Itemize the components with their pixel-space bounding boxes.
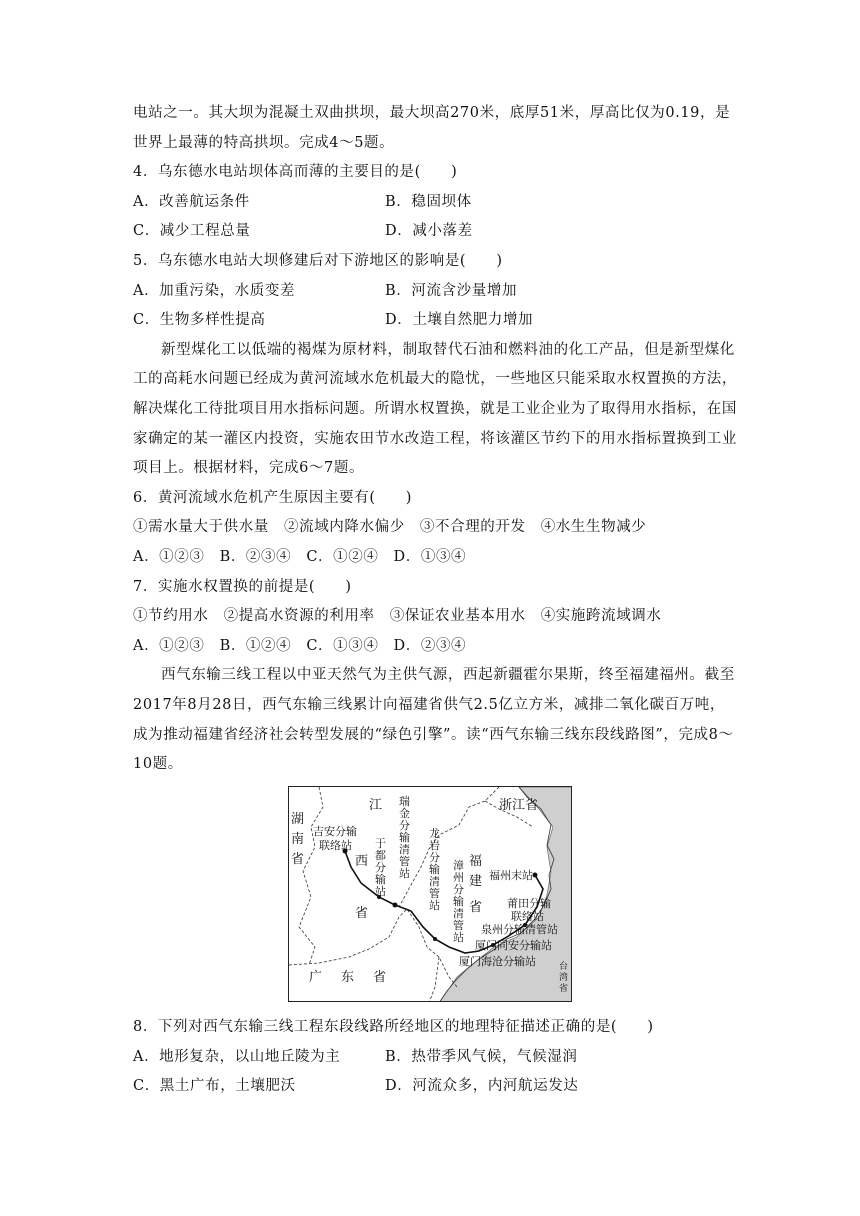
vertical-label-char: 站 <box>399 867 410 880</box>
vertical-label-char: 输 <box>375 873 386 886</box>
vertical-label-char: 于 <box>375 837 386 850</box>
question-7-statements: ①节约用水 ②提高水资源的利用率 ③保证农业基本用水 ④实施跨流域调水 <box>133 608 662 624</box>
label-zhangzhou-station <box>453 858 464 944</box>
label-putian-station-1: 莆田分输 <box>507 897 551 910</box>
option-4b: B．稳固坝体 <box>385 194 472 210</box>
vertical-label-char: 清 <box>429 875 440 888</box>
svg-text:江: 江 <box>369 798 383 813</box>
option-8b: B．热带季风气候，气候湿润 <box>385 1049 578 1065</box>
option-5c: C．生物多样性提高 <box>133 312 266 328</box>
label-xiamen-tongan: 厦门同安分输站 <box>475 939 552 952</box>
option-8a: A．地形复杂，以山地丘陵为主 <box>133 1049 341 1065</box>
vertical-label-char: 站 <box>429 899 440 912</box>
svg-text:省: 省 <box>373 970 387 985</box>
label-putian-station-2: 联络站 <box>511 910 544 923</box>
question-6: 6．黄河流域水危机产生原因主要有( ) <box>133 490 413 506</box>
svg-text:南: 南 <box>291 832 305 847</box>
vertical-label-char: 分 <box>399 819 410 832</box>
label-guangdong <box>309 969 386 985</box>
vertical-label-char: 都 <box>375 849 386 862</box>
station-dot <box>433 937 437 941</box>
vertical-label-char: 输 <box>429 863 440 876</box>
text-line: 西气东输三线工程以中亚天然气为主供气源，西起新疆霍尔果斯，终至福建福州。截至 <box>161 667 735 683</box>
question-8: 8．下列对西气东输三线工程东段线路所经地区的地理特征描述正确的是( ) <box>133 1019 654 1035</box>
svg-text:建: 建 <box>469 874 483 889</box>
text-line: 新型煤化工以低端的褐煤为原材料，制取替代石油和燃料油的化工产品，但是新型煤化 <box>161 342 735 358</box>
question-7-answers: A．①②③ B．①②④ C．①③④ D．②③④ <box>133 638 467 654</box>
vertical-label-char: 漳 <box>453 859 464 872</box>
option-8c: C．黑土广布，土壤肥沃 <box>133 1078 296 1094</box>
svg-text:省: 省 <box>559 984 569 994</box>
text-line: 项目上。根据材料，完成6～7题。 <box>133 460 365 476</box>
label-zhejiang: 浙江省 <box>499 798 539 813</box>
question-6-answers: A．①②③ B．②③④ C．①②④ D．①③④ <box>133 549 467 565</box>
label-jian-station-1: 吉安分输 <box>313 825 357 838</box>
text-line: 2017年8月28日，西气东输三线累计向福建省供气2.5亿立方米，减排二氧化碳百万吨， <box>133 697 725 713</box>
vertical-label-char: 清 <box>399 843 410 856</box>
text-line: 成为推动福建省经济社会转型发展的“绿色引擎”。读“西气东输三线东段线路图”，完成8～ <box>133 727 734 743</box>
text-line: 工的高耗水问题已经成为黄河流域水危机最大的隐忧，一些地区只能采取水权置换的方法， <box>133 371 737 387</box>
text-line: 解决煤化工待批项目用水指标问题。所谓水权置换，就是工业企业为了取得用水指标，在国 <box>133 401 737 417</box>
question-7: 7．实施水权置换的前提是( ) <box>133 579 352 595</box>
svg-text:台: 台 <box>559 962 569 972</box>
label-yudu-station <box>375 837 386 898</box>
svg-text:福: 福 <box>469 854 483 869</box>
vertical-label-char: 分 <box>375 861 386 874</box>
boundary-jiangxi-fujian <box>399 787 499 907</box>
station-dot <box>393 903 398 908</box>
svg-text:东: 东 <box>341 970 355 985</box>
svg-text:湾: 湾 <box>559 973 569 983</box>
svg-text:湖: 湖 <box>291 812 305 827</box>
question-6-statements: ①需水量大于供水量 ②流域内降水偏少 ③不合理的开发 ④水生生物减少 <box>133 519 647 535</box>
question-4: 4．乌东德水电站坝体高而薄的主要目的是( ) <box>133 164 458 180</box>
label-fuzhou-station: 福州末站 <box>489 869 533 882</box>
question-5: 5．乌东德水电站大坝修建后对下游地区的影响是( ) <box>133 253 503 269</box>
svg-text:省: 省 <box>469 900 483 915</box>
text-line: 10题。 <box>133 756 183 772</box>
vertical-label-char: 瑞 <box>399 795 410 808</box>
text-line: 世界上最薄的特高拱坝。完成4～5题。 <box>133 135 395 151</box>
vertical-label-char: 分 <box>453 883 464 896</box>
label-fujian <box>469 854 482 915</box>
vertical-label-char: 州 <box>453 871 464 884</box>
svg-text:广: 广 <box>309 970 323 985</box>
option-4c: C．减少工程总量 <box>133 223 251 239</box>
vertical-label-char: 清 <box>453 907 464 920</box>
pipeline-map <box>288 786 572 1002</box>
text-line: 电站之一。其大坝为混凝土双曲拱坝，最大坝高270米，底厚51米，厚高比仅为0.19，是 <box>133 105 731 121</box>
vertical-label-char: 金 <box>399 807 410 820</box>
option-8d: D．河流众多，内河航运发达 <box>385 1078 579 1094</box>
map-svg <box>289 787 572 1002</box>
station-dot <box>533 873 538 878</box>
option-5d: D．土壤自然肥力增加 <box>385 312 534 328</box>
vertical-label-char: 岩 <box>429 839 440 852</box>
vertical-label-char: 管 <box>399 855 410 868</box>
option-4d: D．减小落差 <box>385 223 473 239</box>
vertical-label-char: 输 <box>453 895 464 908</box>
text-line: 家确定的某一灌区内投资，实施农田节水改造工程，将该灌区节约下的用水指标置换到工业 <box>133 431 737 447</box>
vertical-label-char: 管 <box>429 887 440 900</box>
label-hunan <box>291 811 304 867</box>
vertical-label-char: 站 <box>375 885 386 898</box>
option-5a: A．加重污染，水质变差 <box>133 283 296 299</box>
label-xiamen-haicang: 厦门海沧分输站 <box>459 955 536 968</box>
svg-text:西: 西 <box>355 854 369 869</box>
label-quanzhou-station: 泉州分输清管站 <box>481 923 558 936</box>
svg-text:省: 省 <box>355 906 369 921</box>
vertical-label-char: 龙 <box>429 827 440 840</box>
label-jian-station-2: 联络站 <box>319 839 352 852</box>
svg-text:省: 省 <box>291 852 305 867</box>
boundary-guangdong-fujian <box>429 957 439 1002</box>
option-5b: B．河流含沙量增加 <box>385 283 518 299</box>
label-ruijin-station <box>399 794 410 880</box>
label-taiwan <box>559 960 568 994</box>
label-longyan-station <box>429 826 440 912</box>
vertical-label-char: 输 <box>399 831 410 844</box>
vertical-label-char: 管 <box>453 919 464 932</box>
vertical-label-char: 站 <box>453 931 464 944</box>
vertical-label-char: 分 <box>429 851 440 864</box>
option-4a: A．改善航运条件 <box>133 194 250 210</box>
